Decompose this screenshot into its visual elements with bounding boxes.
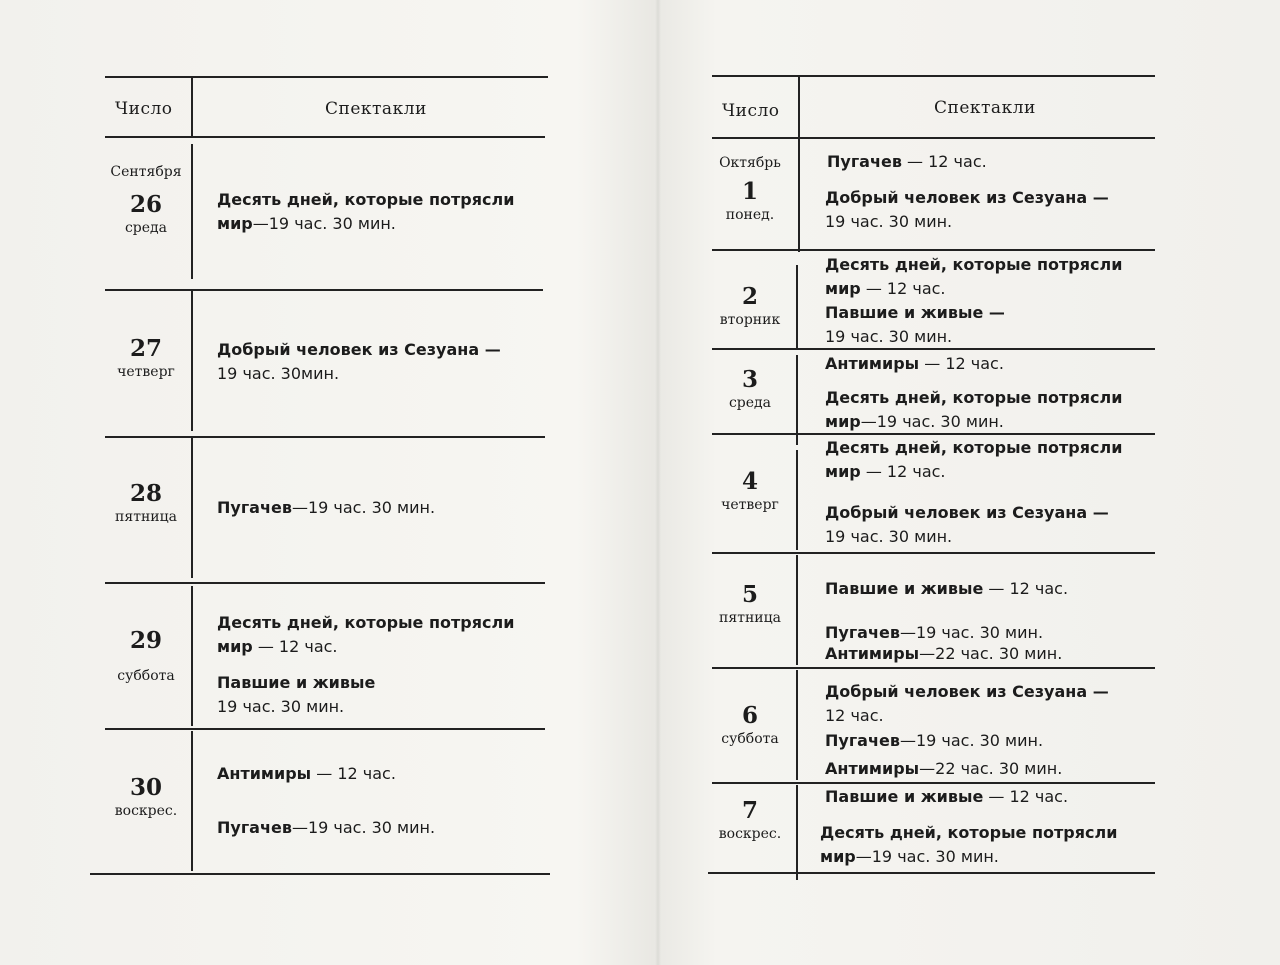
column-divider	[796, 555, 798, 665]
column-divider	[796, 265, 798, 350]
day-number: 28	[129, 480, 162, 507]
header-rule	[105, 136, 545, 138]
day-number: 3	[741, 366, 758, 393]
performance-entry: Антимиры — 12 час.	[217, 764, 396, 783]
bottom-rule	[708, 872, 1155, 874]
month-label: Октябрь	[719, 155, 781, 171]
day-number: 2	[741, 283, 758, 310]
date-cell	[100, 773, 192, 819]
date-cell	[100, 164, 192, 236]
weekday: воскрес.	[718, 826, 782, 842]
column-divider	[796, 450, 798, 550]
weekday: четверг	[117, 364, 175, 380]
day-number: 7	[741, 797, 758, 824]
performance-entry: Павшие и живые — 19 час. 30 мин.	[825, 303, 1005, 346]
weekday: воскрес.	[114, 803, 178, 819]
day-number: 30	[129, 774, 162, 801]
date-cell	[100, 479, 192, 525]
performance-entry: Добрый человек из Сезуана — 19 час. 30 мин.	[825, 503, 1109, 546]
weekday: пятница	[719, 610, 781, 626]
shows-column-header: Спектакли	[934, 98, 1036, 118]
row-rule	[712, 433, 1155, 435]
performance-entry: Добрый человек из Сезуана — 19 час. 30мин.	[217, 340, 501, 383]
performance-entry: Павшие и живые — 12 час.	[825, 579, 1069, 598]
performance-entry: Павшие и живые — 12 час.	[825, 787, 1069, 806]
performance-entry: Пугачев—19 час. 30 мин.	[217, 818, 436, 837]
date-cell	[100, 626, 192, 684]
row-rule	[105, 728, 545, 730]
date-cell	[704, 796, 796, 842]
date-cell	[704, 155, 796, 223]
performance-entry: Антимиры—22 час. 30 мин.	[825, 759, 1063, 778]
weekday: пятница	[115, 509, 177, 525]
performance-entry: Пугачев—19 час. 30 мин.	[217, 498, 436, 517]
month-label: Сентября	[110, 164, 182, 180]
row-rule	[712, 667, 1155, 669]
header-divider	[191, 78, 193, 138]
row-rule	[712, 348, 1155, 350]
column-divider	[798, 77, 800, 252]
column-divider	[796, 785, 798, 880]
performance-entry: Десять дней, которые потрясли мир — 12 час.	[825, 255, 1123, 298]
performance-entry: Антимиры—22 час. 30 мин.	[825, 644, 1063, 663]
date-cell	[100, 334, 192, 380]
weekday: понед.	[725, 207, 775, 223]
shows-column-header: Спектакли	[325, 99, 427, 119]
date-cell	[704, 701, 796, 747]
bottom-rule	[90, 873, 550, 875]
row-rule	[105, 436, 545, 438]
weekday: суббота	[721, 731, 779, 747]
date-cell	[704, 580, 796, 626]
date-column-header: Число	[115, 99, 173, 119]
performance-entry: Пугачев — 12 час.	[827, 152, 987, 171]
day-number: 1	[741, 178, 758, 205]
performance-entry: Десять дней, которые потрясли мир — 12 час.	[217, 613, 515, 656]
performance-entry: Пугачев—19 час. 30 мин.	[825, 731, 1044, 750]
performance-entry: Десять дней, которые потрясли мир — 12 час.	[825, 438, 1123, 481]
performance-entry: Десять дней, которые потрясли мир—19 час. 30 мин.	[825, 388, 1123, 431]
row-rule	[712, 552, 1155, 554]
performance-entry: Добрый человек из Сезуана — 19 час. 30 мин.	[825, 188, 1109, 231]
day-number: 26	[129, 191, 162, 218]
date-cell	[704, 282, 796, 328]
row-rule	[712, 782, 1155, 784]
day-number: 5	[741, 581, 758, 608]
fold-crease	[655, 0, 661, 965]
row-rule	[105, 582, 545, 584]
weekday: среда	[124, 220, 168, 236]
date-cell	[704, 467, 796, 513]
row-rule	[105, 289, 543, 291]
day-number: 29	[129, 627, 162, 654]
performance-entry: Пугачев—19 час. 30 мин.	[825, 623, 1044, 642]
top-rule	[712, 75, 1155, 77]
performance-entry: Павшие и живые 19 час. 30 мин.	[217, 673, 376, 716]
weekday: суббота	[117, 668, 175, 684]
weekday: вторник	[719, 312, 781, 328]
weekday: среда	[728, 395, 772, 411]
header-rule	[712, 137, 1155, 139]
day-number: 6	[741, 702, 758, 729]
performance-entry: Антимиры — 12 час.	[825, 354, 1004, 373]
performance-entry: Десять дней, которые потрясли мир—19 час. 30 мин.	[820, 823, 1118, 866]
date-column-header: Число	[722, 101, 780, 121]
performance-entry: Десять дней, которые потрясли мир—19 час. 30 мин.	[217, 190, 515, 233]
date-cell	[704, 365, 796, 411]
top-rule	[105, 76, 548, 78]
row-rule	[712, 249, 1155, 251]
day-number: 4	[741, 468, 758, 495]
column-divider	[796, 670, 798, 780]
weekday: четверг	[721, 497, 779, 513]
column-divider	[796, 355, 798, 445]
performance-entry: Добрый человек из Сезуана — 12 час.	[825, 682, 1109, 725]
day-number: 27	[129, 335, 162, 362]
